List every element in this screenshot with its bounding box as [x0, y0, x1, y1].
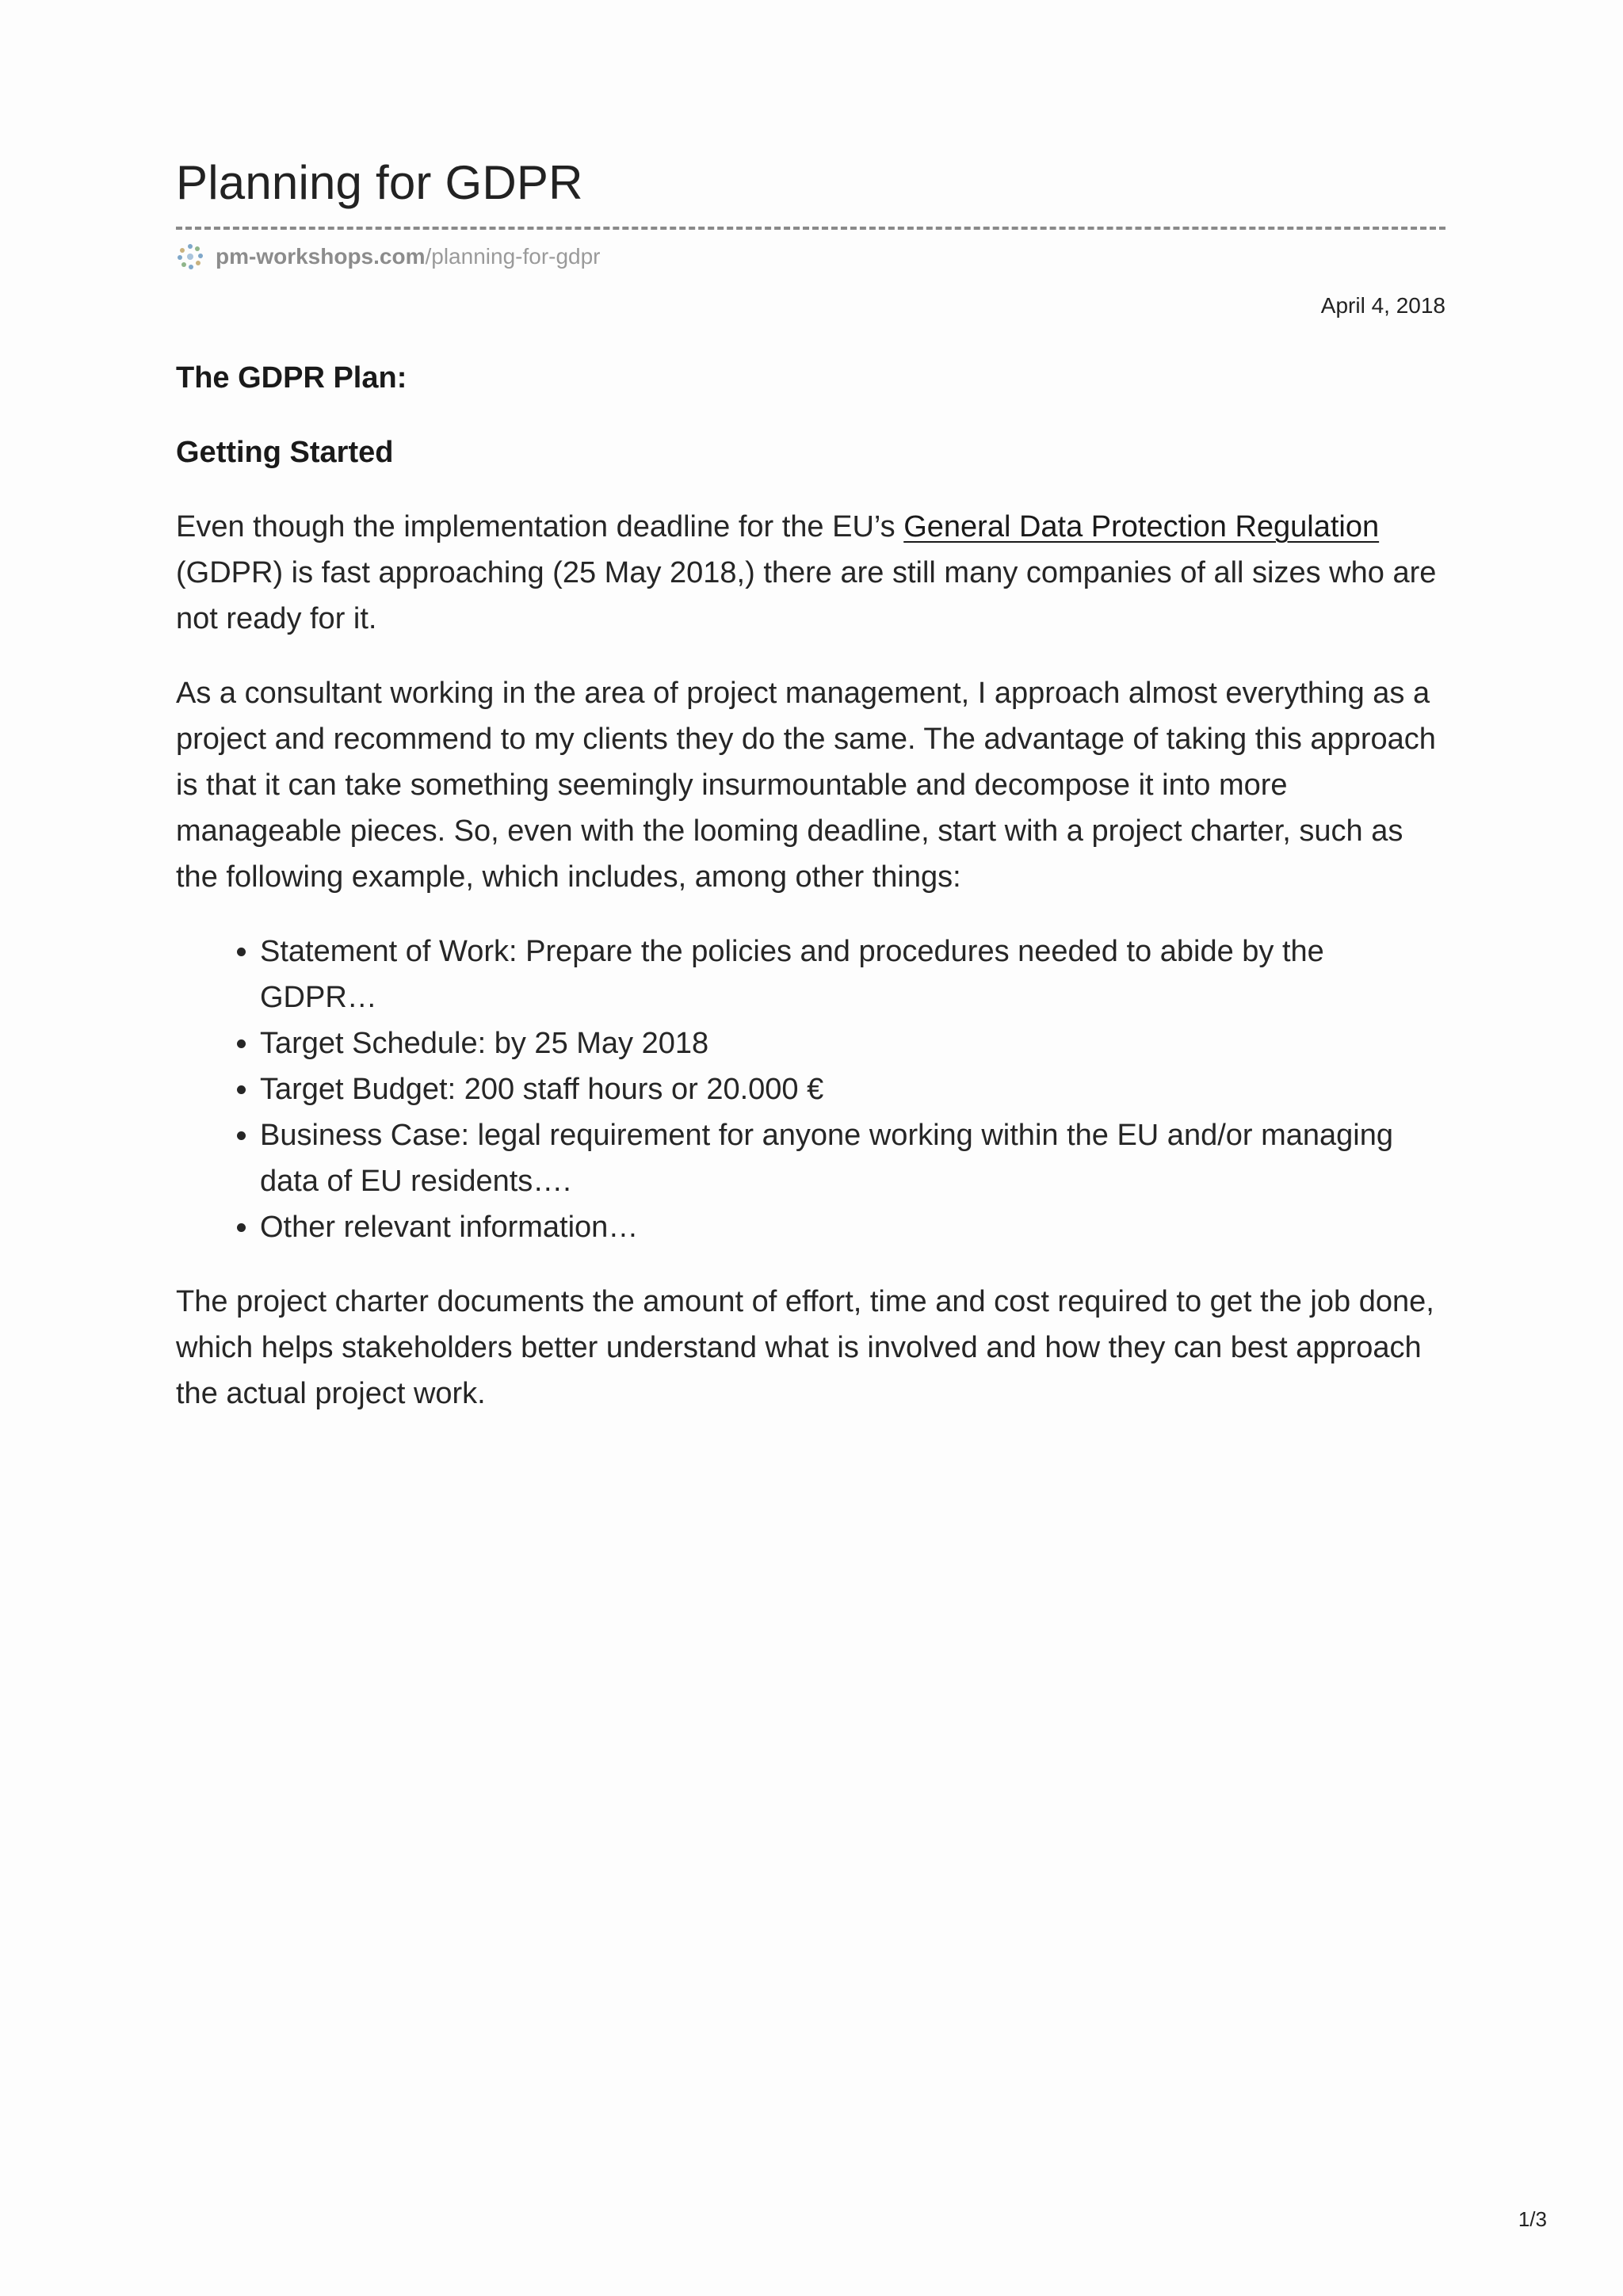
paragraph-intro	[176, 504, 1445, 642]
title-divider	[176, 227, 1445, 230]
globe-dots-icon	[176, 242, 204, 271]
paragraph-intro-rest: (GDPR) is fast approaching (25 May 2018,) there are still many companies of all sizes who are not ready for it.	[176, 556, 1437, 635]
paragraph-charter: The project charter documents the amount of effort, time and cost required to get the job done, which helps stakeholders better understand what is involved and how they can best approach the actual project work.	[176, 1285, 1434, 1410]
source-link[interactable]	[176, 242, 601, 271]
section-heading: Getting Started	[176, 436, 394, 469]
paragraph-approach: As a consultant working in the area of project management, I approach almost everything as a project and recommend to my clients they do the same. The advantage of taking this approach is that it can take something seemingly insurmountable and decompose it into more manageable pieces. So, even with the looming deadline, start with a project charter, such as the following example, which includes, among other things:	[176, 677, 1436, 894]
list-item: • Target Budget: 200 staff hours or 20.000 €	[260, 1066, 1445, 1112]
page-title: Planning for GDPR	[176, 156, 583, 209]
plan-heading: The GDPR Plan:	[176, 361, 407, 395]
charter-list	[176, 929, 1445, 1250]
paragraph-intro-lead: Even though the implementation deadline for the EU’s	[176, 510, 904, 543]
list-item: • Target Schedule: by 25 May 2018	[260, 1020, 1445, 1066]
list-item: • Statement of Work: Prepare the policies and procedures needed to abide by the GDPR…	[260, 929, 1445, 1020]
page-number: 1/3	[1518, 2207, 1547, 2231]
list-item: • Business Case: legal requirement for anyone working within the EU and/or managing data of EU residents….	[260, 1112, 1445, 1204]
article-body	[176, 355, 1445, 1445]
site-path: /planning-for-gdpr	[425, 244, 601, 269]
publish-date: April 4, 2018	[1320, 293, 1445, 318]
gdpr-regulation-link[interactable]: General Data Protection Regulation	[903, 510, 1380, 543]
site-domain: pm-workshops.com	[216, 244, 426, 269]
list-item: • Other relevant information…	[260, 1204, 1445, 1250]
